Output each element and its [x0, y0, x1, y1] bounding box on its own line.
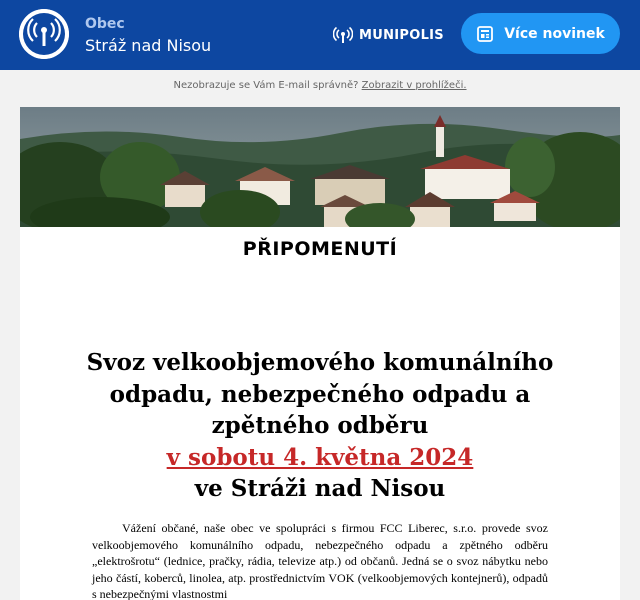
headline-date: v sobotu 4. května 2024 [166, 443, 474, 471]
more-news-label: Více novinek [504, 25, 605, 42]
municipality-name: Stráž nad Nisou [85, 36, 212, 55]
article-headline [20, 347, 620, 505]
more-news-button[interactable] [461, 13, 620, 54]
headline-line-5: ve Stráži nad Nisou [194, 475, 446, 502]
munipolis-logo-icon [333, 25, 353, 45]
municipality-type-label: Obec [85, 16, 125, 32]
header-bar [0, 0, 640, 70]
munipolis-brand[interactable] [333, 24, 444, 46]
munipolis-brand-text: MUNIPOLIS [359, 27, 444, 43]
municipality-logo[interactable] [19, 9, 69, 59]
article-body: Vážení občané, naše obec ve spolupráci s firmou FCC Liberec, s.r.o. provede svoz velkoobjemového komunálního odpadu, nebezpečného odpadu a zpětného odběru „elektrošrotu“ (lednice, pračky, rádia, televize atp.) od občanů. Jedná se o svoz nábytku nebo jeho částí, koberců, linolea, atp. prostřednictvím VOK (velkoobjemových kontejnerů), odpadů s nebezpečnými vlastnostmi [92, 521, 548, 600]
reminder-label: PŘIPOMENUTÍ [242, 238, 398, 260]
headline-line-3: zpětného odběru [211, 412, 429, 439]
notice-text: Nezobrazuje se Vám E-mail správně? [173, 80, 359, 91]
email-display-notice [0, 80, 640, 91]
broadcast-icon [19, 9, 69, 59]
headline-line-1: Svoz velkoobjemového komunálního [86, 349, 554, 376]
newsletter-card [20, 107, 620, 600]
village-banner-image [20, 107, 620, 227]
news-icon [476, 25, 494, 43]
headline-line-2: odpadu, nebezpečného odpadu a [109, 380, 531, 408]
view-in-browser-link[interactable]: Zobrazit v prohlížeči. [361, 80, 467, 91]
